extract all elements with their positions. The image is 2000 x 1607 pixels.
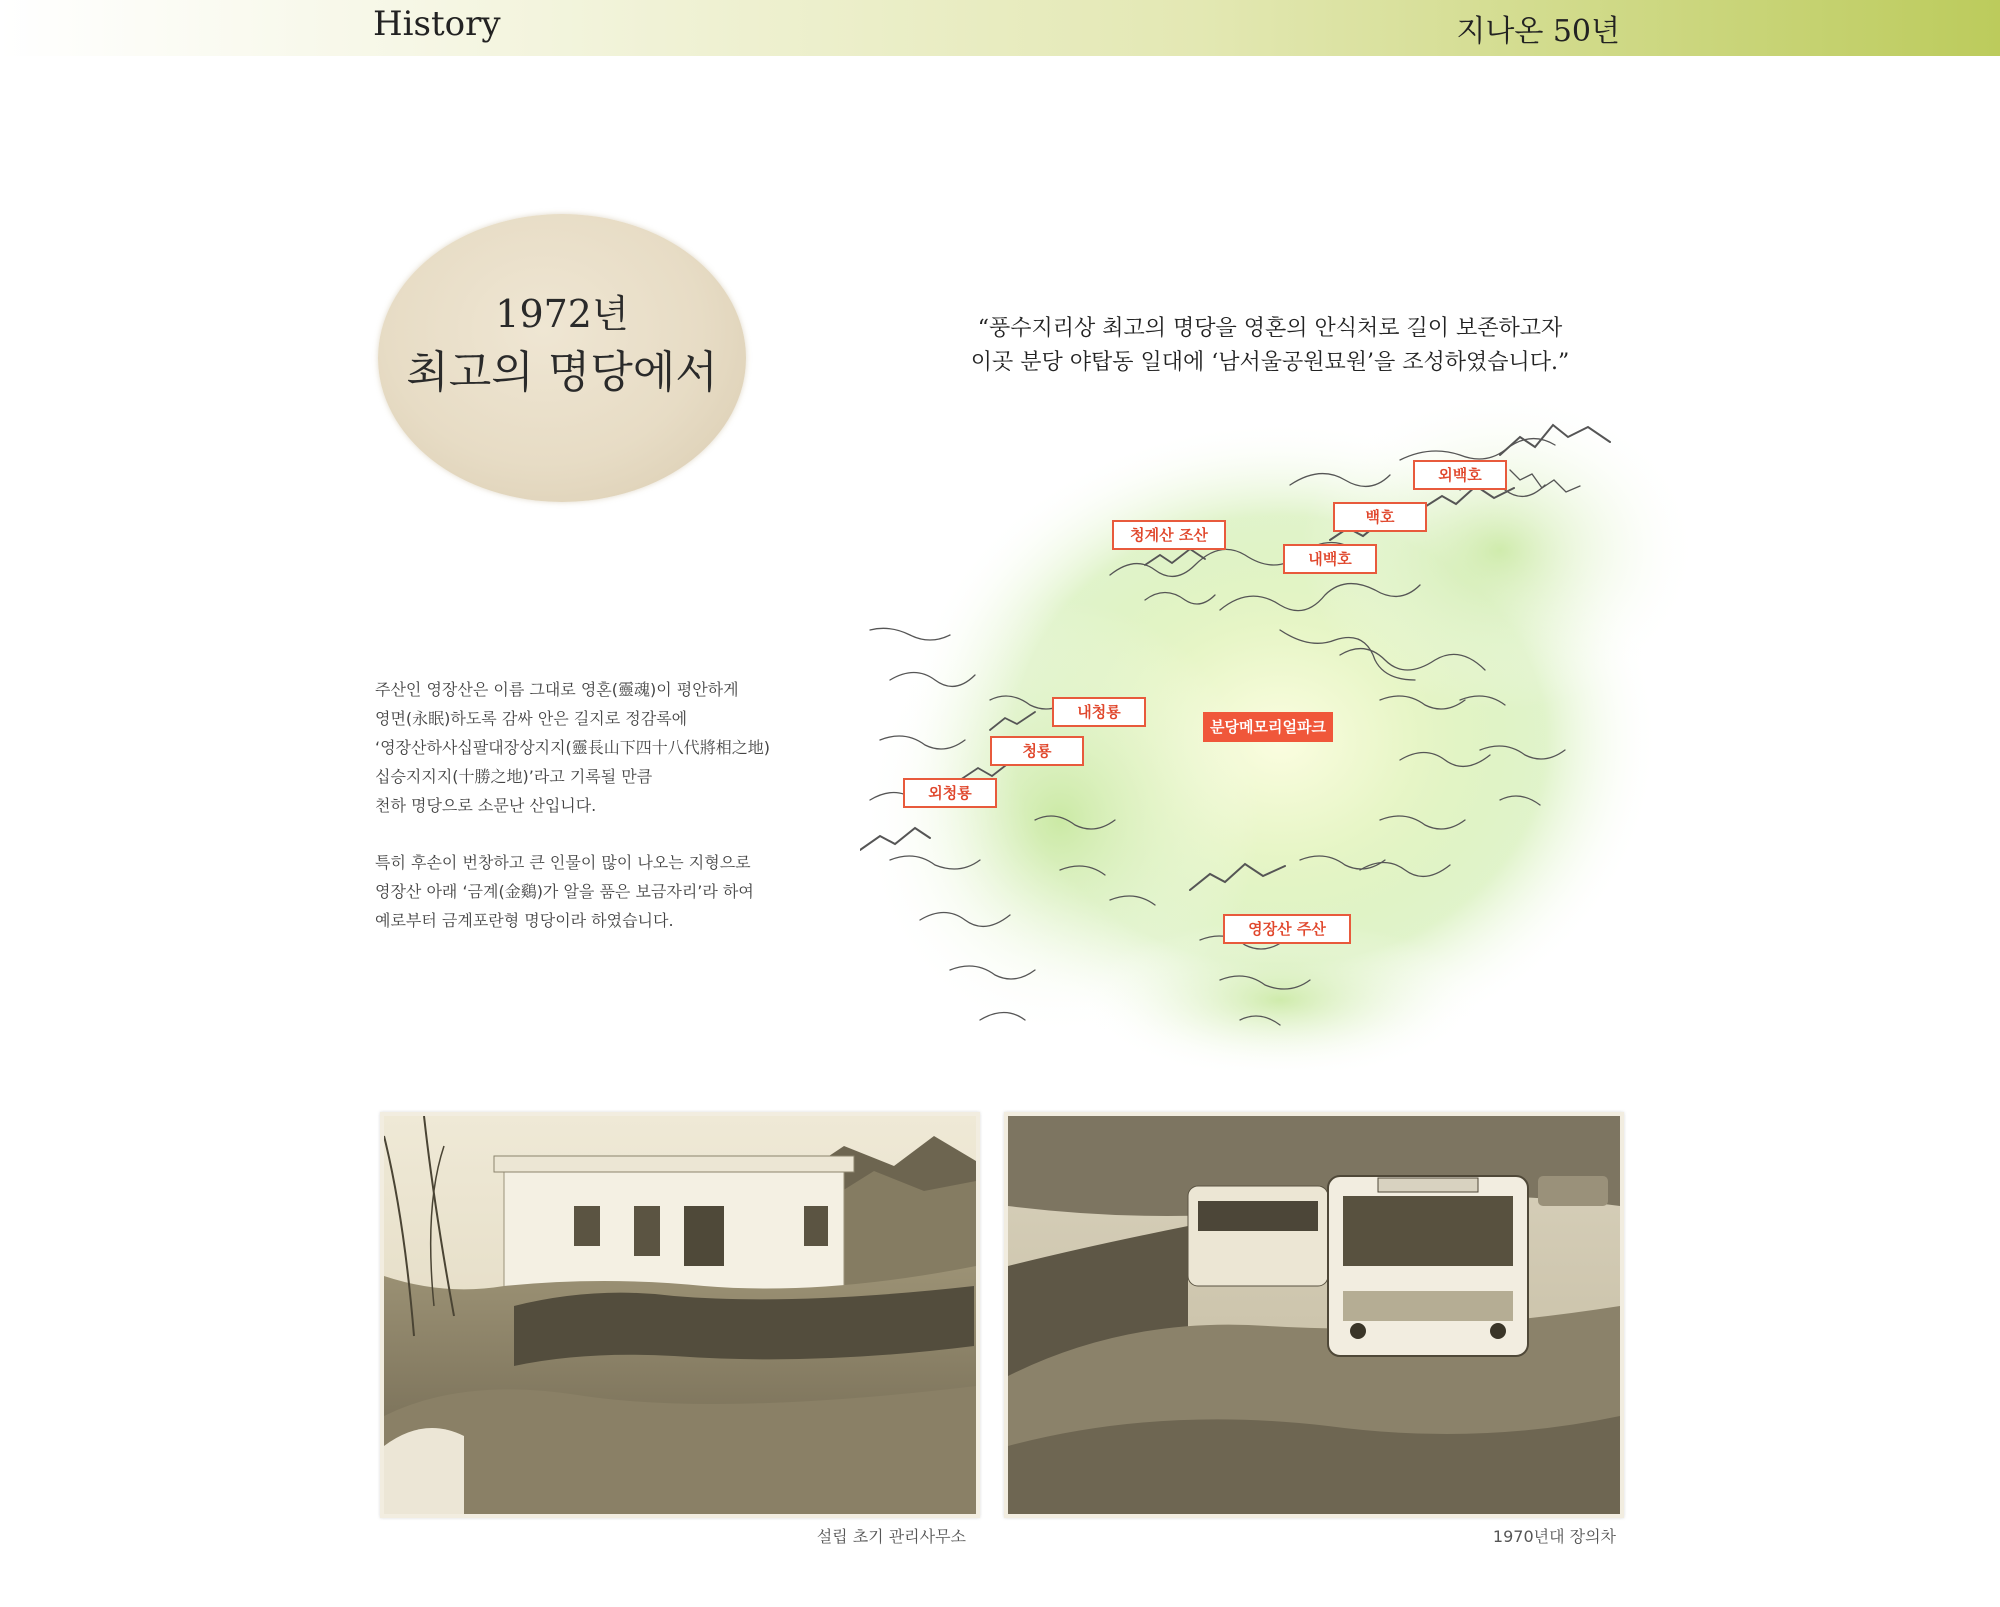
header-right-title: 지나온 50년 [1456, 14, 1620, 49]
body-line: 영장산 아래 ‘금계(金鷄)가 알을 품은 보금자리’라 하여 [375, 882, 754, 901]
body-line: 예로부터 금계포란형 명당이라 하였습니다. [375, 911, 674, 930]
quote-block [890, 312, 1650, 380]
body-line: 십승지지지(十勝之地)’라고 기록될 만큼 [375, 767, 653, 786]
map-label-center: 분당메모리얼파크 [1203, 712, 1333, 742]
hearse-photo-illustration [1008, 1116, 1620, 1514]
header-left-title: History [373, 4, 501, 44]
map-label-baekho: 백호 [1333, 502, 1427, 532]
body-paragraph-2 [375, 848, 845, 935]
office-photo-illustration [384, 1116, 976, 1514]
map-label-naebaekho: 내백호 [1283, 544, 1377, 574]
caption-early-office: 설립 초기 관리사무소 [816, 1527, 966, 1546]
body-paragraph-1 [375, 675, 845, 820]
body-line: 천하 명당으로 소문난 산입니다. [375, 796, 597, 815]
header-bar [0, 0, 2000, 56]
map-label-oebaekho: 외백호 [1413, 460, 1507, 490]
body-text [375, 675, 845, 963]
body-line: ‘영장산하사십팔대장상지지(靈長山下四十八代將相之地) [375, 738, 771, 757]
photo-early-office [380, 1112, 980, 1518]
map-label-yeongjangsan: 영장산 주산 [1223, 914, 1351, 944]
body-line: 주산인 영장산은 이름 그대로 영혼(靈魂)이 평안하게 [375, 680, 739, 699]
quote-line-1: “풍수지리상 최고의 명당을 영혼의 안식처로 길이 보존하고자 [977, 316, 1563, 341]
map-label-cheongryong: 청룡 [990, 736, 1084, 766]
map-label-naecheongryong: 내청룡 [1052, 697, 1146, 727]
quote-line-2: 이곳 분당 야탑동 일대에 ‘남서울공원묘원’을 조성하였습니다.” [970, 350, 1570, 375]
body-line: 특히 후손이 번창하고 큰 인물이 많이 나오는 지형으로 [375, 853, 751, 872]
map-label-oecheongryong: 외청룡 [903, 778, 997, 808]
caption-hearse-1970s: 1970년대 장의차 [1492, 1527, 1616, 1546]
body-line: 영면(永眠)하도록 감싸 안은 길지로 정감록에 [375, 709, 688, 728]
section-title: 최고의 명당에서 [406, 347, 718, 398]
photo-hearse-1970s [1004, 1112, 1624, 1518]
feng-shui-map [860, 400, 1690, 1070]
map-label-cheonggyesan: 청계산 조산 [1112, 520, 1226, 550]
section-year: 1972년 [495, 292, 629, 336]
